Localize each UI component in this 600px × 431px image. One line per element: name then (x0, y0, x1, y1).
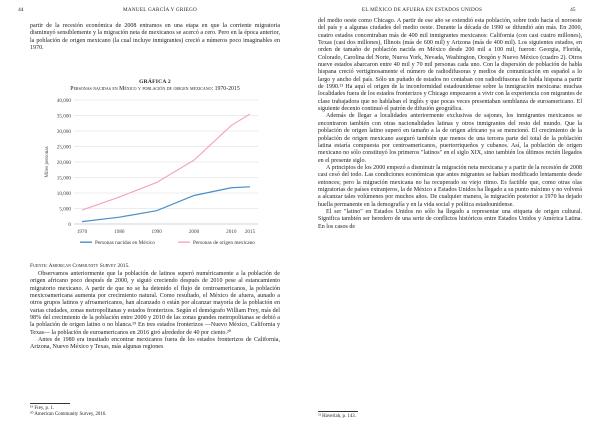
page-number: 44 (18, 7, 24, 13)
footnote: ¹⁹ Frey, p. 1. (30, 406, 55, 411)
figure-title: GRÁFICA 2 (139, 79, 171, 85)
x-tick-label: 1980 (114, 229, 125, 235)
x-tick-label: 2015 (244, 229, 256, 235)
right-page (300, 0, 600, 431)
footnote: ²⁰ American Community Survey, 2016. (30, 412, 107, 418)
legend-label: Personas nacidas en México (95, 240, 155, 246)
y-tick-label: 20,000 (56, 159, 71, 166)
footnote: ²¹ Haverlah, p. 143. (318, 414, 356, 419)
running-head: EL MÉXICO DE AFUERA EN ESTADOS UNIDOS (361, 7, 483, 13)
running-head: MANUEL GARCÍA Y GRIEGO (123, 7, 197, 13)
x-tick-label: 2000 (188, 229, 200, 235)
top-paragraph (30, 23, 280, 52)
y-tick-label: 0 (68, 221, 71, 228)
paragraph: del medio oeste como Chicago. A partir de ese año se extendió esta población, sobre todo hacia el noroeste del país y a algunas ciudades del medio oeste. Durante la década de 1990 se difundió aún más. En 2000, cuatro estados concentraban más de 400 mil inmigrantes mexicanos: California (con casi cuatro millones), Texas (casi dos millones), Illinois (más de 600 mil) y Arizona (más de 400 mil). Los siguientes estados, en orden de tamaño de población nacida en México desde 200 mil a 100 mil, fueron: Georgia, Florida, Colorado, Carolina del Norte, Nueva York, Nevada, Washington, Oregón y Nuevo México (cuadro 2). Otros nueve estados abarcaron entre 40 mil y 70 mil personas cada uno. Con la dispersión de población de habla hispana creció vertiginosamente el número de radiodifusoras y medios de comunicación en español a lo largo y ancho del país. Sólo un puñado de estados no contaban con radiodifusoras de habla hispana a partir de 1990.²¹ Ha aquí el origen de la inconformidad estadounidense sobre la inmigración mexicana: muchas localidades fuera de los estados fronterizos y Chicago empezaron a vivir con la experiencia con migrantes de clase trabajadora que no hablaban el inglés y que pocas veces presentaban semblanza de euroamericano. El siguiente decenio continuó el patrón de difusión geográfica. (318, 18, 582, 113)
y-tick-label: 15,000 (56, 175, 71, 182)
y-tick-label: 5,000 (59, 206, 71, 213)
y-tick-label: 30,000 (56, 128, 71, 135)
paragraph: Además de llegar a localidades anteriormente exclusivas de sajones, los inmigrantes mexicanos se encontraron también con otras nacionalidades latinas y otros inmigrantes del resto del mundo. Que la población de origen latino superó en tamaño a la de origen africano ya se mencionó. El crecimiento de la población de origen mexicano aseguró también que menos de una tercera parte del total de la población latina estaría compuesta por centroamericanos, puertorriqueños y cubanos. Así, la población de origen mexicano no sólo constituyó los primeros "latinos" en el siglo XIX, sino también los últimos recién llegados en el presente siglo. (318, 113, 582, 164)
footnote-rule (30, 403, 70, 404)
footnote-rule (318, 411, 358, 412)
paragraph: partir de la recesión económica de 2008 entramos en una etapa en que la corriente migratoria disminuyó sensiblemente y la migración neta de mexicanos se acercó a cero. Pero en la época anterior, la población de origen mexicano (la cual incluye inmigrantes) creció a números poco imaginables en 1970. (30, 23, 280, 52)
y-tick-label: 25,000 (56, 144, 71, 151)
paragraph: El ser "latino" en Estados Unidos no sólo ha llegado a representar una etiqueta de origen cultural. Significa también ser heredero de una serie de conflictos históricos entre Estados Unidos y América Latina. En los casos de (318, 208, 582, 230)
paragraph: A principios de los 2000 empezó a disminuir la migración neta mexicana y a partir de la recesión de 2008 casi cesó del todo. Las condiciones económicas que antes migrantes se habían modificado lentamente desde entonces; pero la migración mexicana no ha recuperado su viejo ritmo. Es factible que, como otras olas migratorias de países extranjeros, la de México a Estados Unidos ha llegado a su punto máximo y no volverá a alcanzar tales volúmenes por muchos años. De cualquier manera, la migración posterior a 1970 ha dejado huella permanente en la demografía y en la vida social y política estadounidense. (318, 164, 582, 208)
legend-label: Personas de origen mexicano (193, 240, 255, 246)
figure-subtitle: Personas nacidas en México y población de origen mexicano: 1970-2015 (70, 86, 240, 92)
paragraph: Antes de 1980 era inusitado encontrar mexicanos fuera de los estados fronterizos de California, Arizona, Nuevo México y Texas, más algunas regiones (30, 337, 280, 351)
y-tick-label: 10,000 (56, 190, 71, 197)
footnotes (30, 406, 280, 418)
y-tick-label: 40,000 (56, 97, 71, 104)
paragraph: Observamos anteriormente que la población de latinos superó numéricamente a la población de origen africano poco después de 2000, y siguió creciendo después de 2010 pese al estancamiento migratorio mexicano. A partir de que no se ha detenido el flujo de centroamericanos, la población mexicoamericana aumenta por crecimiento natural. Como resultado, el México de afuera, aunado a otros grupos latinos y afroamericanos, han alcanzado o están por alcanzar mayoría de la población en varias ciudades, zonas metropolitanas y estados fronterizos. Según el demógrafo William Frey, más del 98% del crecimiento de la población entre 2000 y 2010 de las zonas grandes metropolitanas se debió a la población de origen latino o no blanca.¹⁹ En tres estados fronterizos —Nuevo México, California y Texas— la población de euroamericanos en 2016 giró alrededor de 40 por ciento.²⁰ (30, 271, 280, 336)
left-body (30, 271, 280, 352)
footnotes (318, 414, 582, 420)
x-tick-label: 1970 (76, 229, 88, 235)
page-number: 45 (570, 7, 576, 13)
y-tick-label: 35,000 (56, 113, 71, 120)
figure-source: Fuente: American Community Survey 2015. (30, 263, 130, 269)
right-body (318, 18, 582, 231)
y-axis-label: Miles personas (44, 146, 50, 178)
x-tick-label: 2010 (226, 229, 237, 235)
line-chart (30, 94, 270, 262)
x-tick-label: 1990 (151, 229, 162, 235)
series-line-1 (82, 187, 250, 222)
